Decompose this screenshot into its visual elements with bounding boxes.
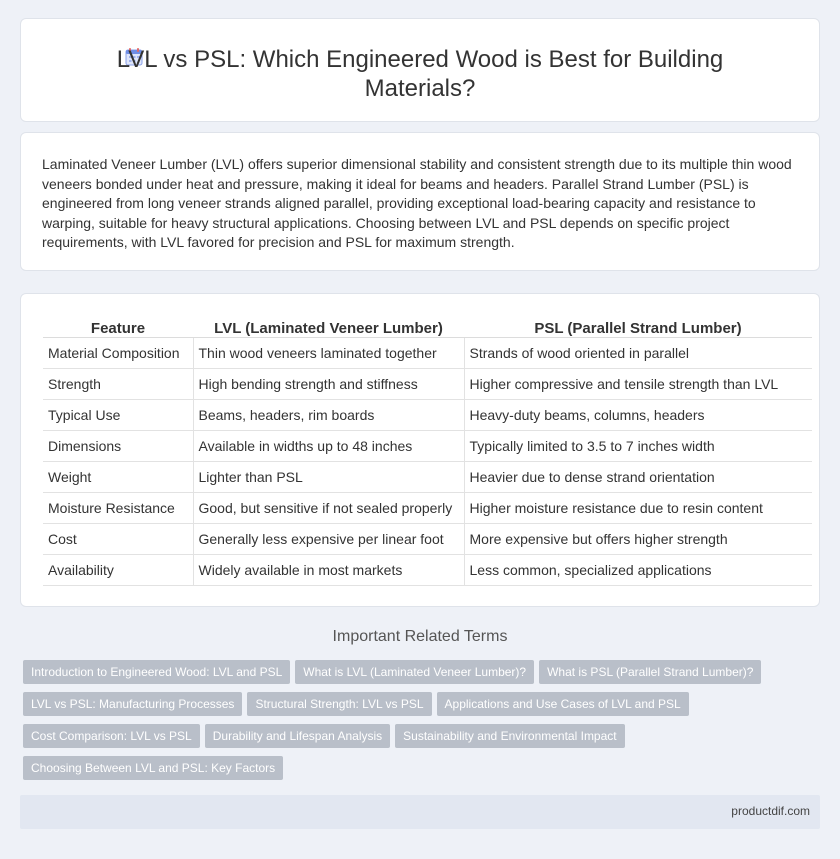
lvl-cell: Widely available in most markets xyxy=(193,554,464,585)
related-term-tag[interactable]: LVL vs PSL: Manufacturing Processes xyxy=(23,692,242,716)
related-term-tag[interactable]: Applications and Use Cases of LVL and PSL xyxy=(437,692,689,716)
related-term-tag[interactable]: Structural Strength: LVL vs PSL xyxy=(247,692,431,716)
header-psl: PSL (Parallel Strand Lumber) xyxy=(464,315,812,337)
related-term-tag[interactable]: What is LVL (Laminated Veneer Lumber)? xyxy=(295,660,534,684)
psl-cell: Heavy-duty beams, columns, headers xyxy=(464,399,812,430)
feature-cell: Material Composition xyxy=(43,337,193,368)
psl-cell: More expensive but offers higher strength xyxy=(464,523,812,554)
footer-bar xyxy=(20,795,820,829)
psl-cell: Strands of wood oriented in parallel xyxy=(464,337,812,368)
related-term-tag[interactable]: Sustainability and Environmental Impact xyxy=(395,724,624,748)
lvl-cell: Available in widths up to 48 inches xyxy=(193,430,464,461)
table-row xyxy=(43,461,812,492)
psl-cell: Higher compressive and tensile strength than LVL xyxy=(464,368,812,399)
feature-cell: Cost xyxy=(43,523,193,554)
comparison-table xyxy=(43,315,812,586)
psl-cell: Heavier due to dense strand orientation xyxy=(464,461,812,492)
related-terms-heading: Important Related Terms xyxy=(332,628,508,645)
table-row xyxy=(43,337,812,368)
table-header-row xyxy=(43,315,812,337)
page-title: LVL vs PSL: Which Engineered Wood is Best for Building Materials? xyxy=(116,46,724,102)
related-term-tag[interactable]: Cost Comparison: LVL vs PSL xyxy=(23,724,200,748)
related-term-tag[interactable]: What is PSL (Parallel Strand Lumber)? xyxy=(539,660,761,684)
intro-paragraph: Laminated Veneer Lumber (LVL) offers superior dimensional stability and consistent strength due to its multiple thin wood veneers bonded under heat and pressure, making it ideal for beams and headers. Parallel Strand Lumber (PSL) is engineered from long veneer strands aligned parallel, providing exceptional load-bearing capacity and resistance to warping, suitable for heavy structural applications. Choosing between LVL and PSL depends on specific project requirements, with LVL favored for precision and PSL for maximum strength. xyxy=(42,156,792,251)
lvl-cell: Beams, headers, rim boards xyxy=(193,399,464,430)
lvl-cell: Good, but sensitive if not sealed properly xyxy=(193,492,464,523)
title-card xyxy=(20,18,820,122)
feature-cell: Strength xyxy=(43,368,193,399)
header-lvl: LVL (Laminated Veneer Lumber) xyxy=(193,315,464,337)
table-row xyxy=(43,554,812,585)
psl-cell: Less common, specialized applications xyxy=(464,554,812,585)
feature-cell: Dimensions xyxy=(43,430,193,461)
table-row xyxy=(43,492,812,523)
table-row xyxy=(43,523,812,554)
related-term-tag[interactable]: Introduction to Engineered Wood: LVL and PSL xyxy=(23,660,290,684)
feature-cell: Moisture Resistance xyxy=(43,492,193,523)
feature-cell: Typical Use xyxy=(43,399,193,430)
lvl-cell: Lighter than PSL xyxy=(193,461,464,492)
feature-cell: Availability xyxy=(43,554,193,585)
related-terms-list xyxy=(23,660,783,788)
lvl-cell: Generally less expensive per linear foot xyxy=(193,523,464,554)
table-row xyxy=(43,430,812,461)
lvl-cell: Thin wood veneers laminated together xyxy=(193,337,464,368)
footer-site-link[interactable]: productdif.com xyxy=(731,804,810,818)
feature-cell: Weight xyxy=(43,461,193,492)
lvl-cell: High bending strength and stiffness xyxy=(193,368,464,399)
psl-cell: Typically limited to 3.5 to 7 inches width xyxy=(464,430,812,461)
psl-cell: Higher moisture resistance due to resin content xyxy=(464,492,812,523)
intro-card xyxy=(20,132,820,271)
table-row xyxy=(43,399,812,430)
related-term-tag[interactable]: Choosing Between LVL and PSL: Key Factors xyxy=(23,756,283,780)
table-row xyxy=(43,368,812,399)
related-term-tag[interactable]: Durability and Lifespan Analysis xyxy=(205,724,390,748)
comparison-card xyxy=(20,293,820,607)
header-feature: Feature xyxy=(43,315,193,337)
